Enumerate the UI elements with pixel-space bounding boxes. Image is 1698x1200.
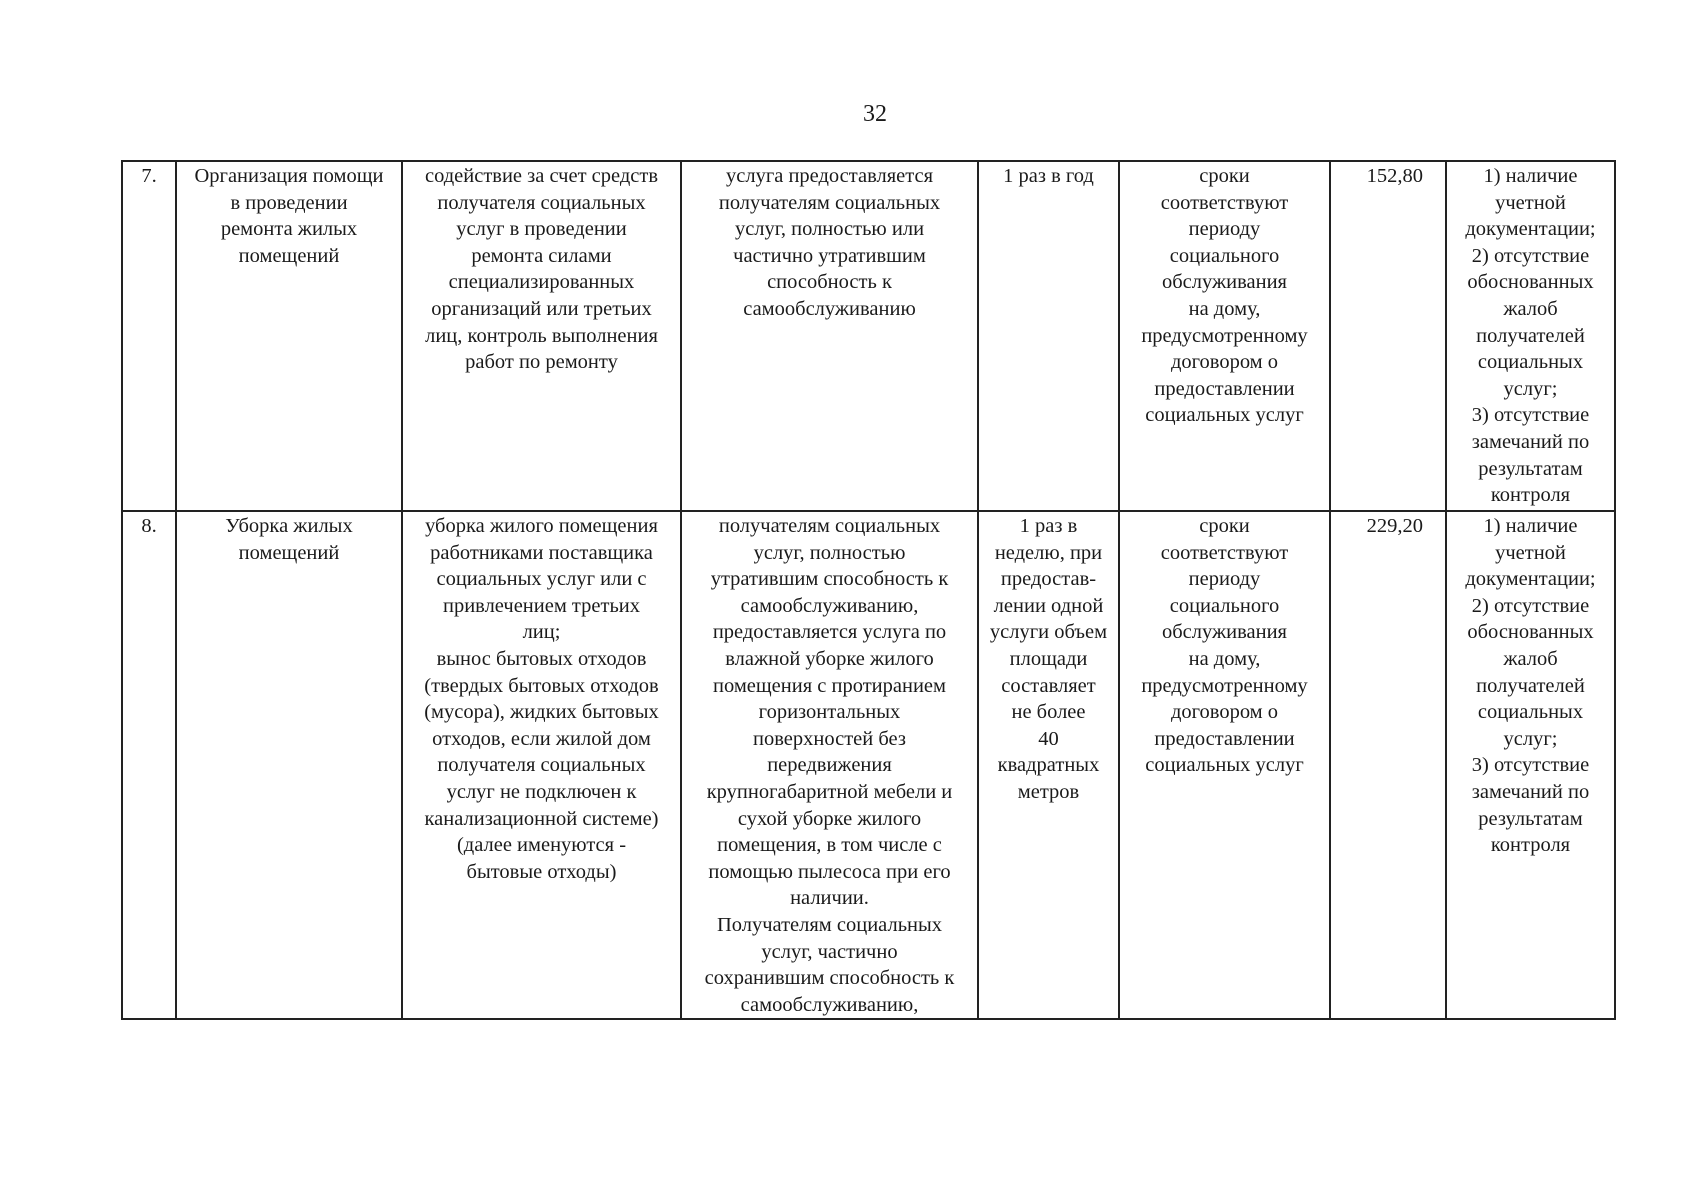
table-row <box>122 161 1615 511</box>
service-content: уборка жилого помещения работниками поставщика социальных услуг или с привлечением третьих лиц; вынос бытовых отходов (твердых бытовых отходов (мусора), жидких бытовых отходов, если жилой дом получателя социальных услуг не подключен к канализационной системе) (далее именуются - бытовые отходы) <box>402 511 681 1019</box>
service-quality: 1) наличие учетной документации; 2) отсутствие обоснованных жалоб получателей социальных услуг; 3) отсутствие замечаний по результатам контроля <box>1446 511 1615 1019</box>
row-number: 7. <box>122 161 176 511</box>
service-content: содействие за счет средств получателя социальных услуг в проведении ремонта силами специализированных организаций или третьих лиц, контроль выполнения работ по ремонту <box>402 161 681 511</box>
service-terms: сроки соответствуют периоду социального обслуживания на дому, предусмотренному договором о предоставлении социальных услуг <box>1119 511 1330 1019</box>
services-table <box>121 160 1616 1020</box>
service-frequency: 1 раз в год <box>978 161 1119 511</box>
service-terms: сроки соответствуют периоду социального обслуживания на дому, предусмотренному договором о предоставлении социальных услуг <box>1119 161 1330 511</box>
page-number: 32 <box>863 101 887 127</box>
service-name: Организация помощи в проведении ремонта жилых помещений <box>176 161 402 511</box>
service-price: 229,20 <box>1330 511 1446 1019</box>
service-quality: 1) наличие учетной документации; 2) отсутствие обоснованных жалоб получателей социальных услуг; 3) отсутствие замечаний по результатам контроля <box>1446 161 1615 511</box>
service-price: 152,80 <box>1330 161 1446 511</box>
table-row <box>122 511 1615 1019</box>
service-frequency: 1 раз в неделю, при предостав- лении одной услуги объем площади составляет не более 40 квадратных метров <box>978 511 1119 1019</box>
service-conditions: получателям социальных услуг, полностью утратившим способность к самообслуживанию, предоставляется услуга по влажной уборке жилого помещения с протиранием горизонтальных поверхностей без передвижения крупногабаритной мебели и сухой уборке жилого помещения, в том числе с помощью пылесоса при его наличии. Получателям социальных услуг, частично сохранившим способность к самообслуживанию, <box>681 511 978 1019</box>
service-conditions: услуга предоставляется получателям социальных услуг, полностью или частично утратившим способность к самообслуживанию <box>681 161 978 511</box>
row-number: 8. <box>122 511 176 1019</box>
service-name: Уборка жилых помещений <box>176 511 402 1019</box>
